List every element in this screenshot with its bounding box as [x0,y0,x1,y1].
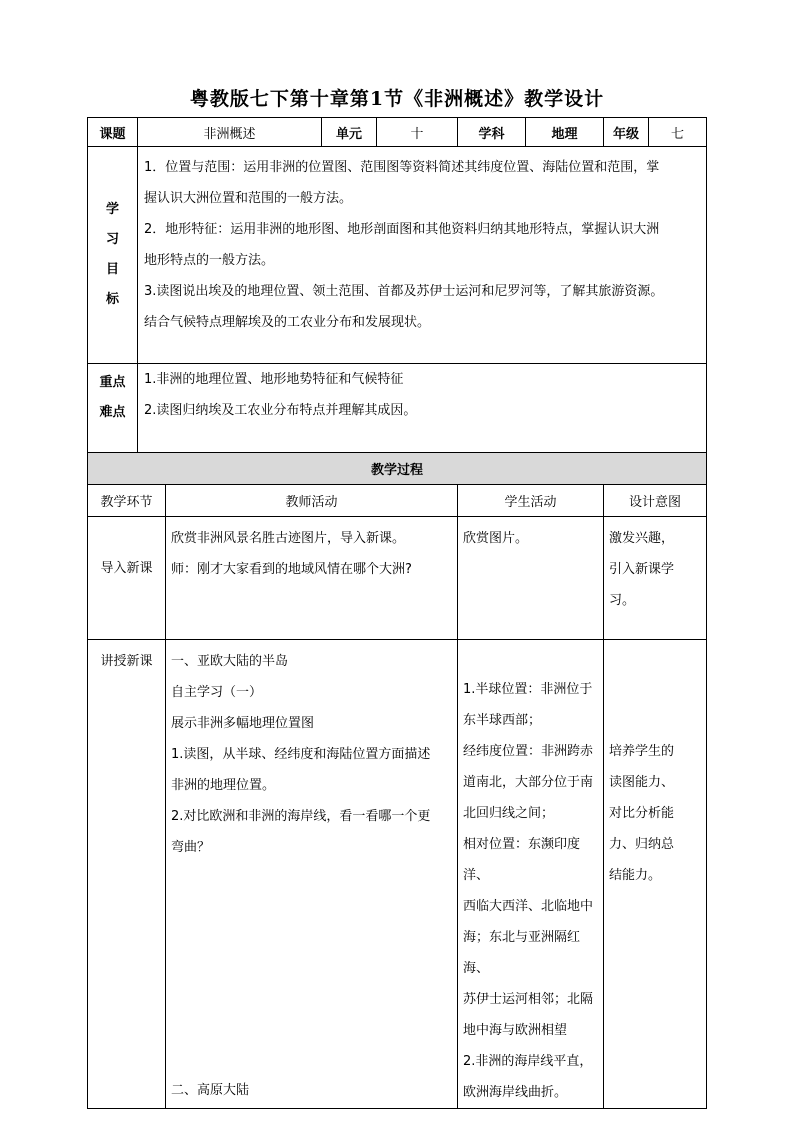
objective-line: 3.读图说出埃及的地理位置、领土范围、首都及苏伊士运河和尼罗河等，了解其旅游资源。 [144,284,664,299]
student-line: 地中海与欧洲相望 [463,1023,568,1038]
objectives-label-char: 习 [105,232,119,247]
key-point-line: 2.读图归纳埃及工农业分布特点并理解其成因。 [144,403,417,418]
objective-line: 地形特点的一般方法。 [144,253,275,268]
stage-cell: 讲授新课 [88,640,166,1109]
student-line: 2.非洲的海岸线平直， [463,1054,593,1069]
intent-line: 激发兴趣， [609,531,675,546]
objectives-label-char: 目 [105,262,119,277]
process-row-new-lesson [88,640,707,1109]
student-line: 1.半球位置：非洲位于 [463,682,593,697]
intent-line: 对比分析能 [609,806,675,821]
intent-line: 培养学生的 [609,744,675,759]
student-line: 苏伊士运河相邻；北隔 [463,992,594,1007]
intent-cell [604,517,707,640]
key-points-label [88,364,138,453]
student-line: 欧洲海岸线曲折。 [463,1085,568,1100]
teacher-line-section-two: 二、高原大陆 [171,1083,250,1098]
objectives-label [88,147,138,364]
grade-value: 七 [649,118,707,147]
student-line: 相对位置：东濒印度洋、 [463,837,581,883]
process-title: 教学过程 [88,453,707,485]
student-line: 海；东北与亚洲隔红海、 [463,930,581,976]
objectives-label-char: 学 [105,202,119,217]
intent-line: 习。 [609,593,636,608]
column-header-intent: 设计意图 [604,485,707,517]
student-line: 北回归线之间； [463,806,555,821]
key-points-content [138,364,707,453]
student-line: 道南北，大部分位于南 [463,775,594,790]
teacher-cell [166,640,458,1109]
objective-line: 1．位置与范围：运用非洲的位置图、范围图等资料简述其纬度位置、海陆位置和范围，掌 [144,160,660,175]
teacher-line: 2.对比欧洲和非洲的海岸线，看一看哪一个更 [171,809,431,824]
column-header-stage: 教学环节 [88,485,166,517]
objective-line: 结合气候特点理解埃及的工农业分布和发展现状。 [144,315,431,330]
topic-value: 非洲概述 [138,118,322,147]
objectives-content [138,147,707,364]
student-line: 东半球西部； [463,713,542,728]
topic-label: 课题 [88,118,138,147]
teacher-line: 师：刚才大家看到的地域风情在哪个大洲? [171,562,412,577]
student-cell [458,517,604,640]
teacher-line: 自主学习（一） [171,685,263,700]
column-header-teacher: 教师活动 [166,485,458,517]
teacher-line: 展示非洲多幅地理位置图 [171,716,315,731]
intent-cell [604,640,707,1109]
objective-line: 2．地形特征：运用非洲的地形图、地形剖面图和其他资料归纳其地形特点，掌握认识大洲 [144,222,660,237]
key-point-line: 1.非洲的地理位置、地形地势特征和气候特征 [144,372,404,387]
unit-label: 单元 [322,118,377,147]
teacher-cell [166,517,458,640]
intent-line: 引入新课学 [609,562,675,577]
teacher-line: 非洲的地理位置。 [171,778,276,793]
objectives-label-char: 标 [105,292,119,307]
stage-cell: 导入新课 [88,517,166,640]
intent-line: 力、归纳总 [609,837,675,852]
process-row-intro [88,517,707,640]
intent-line: 读图能力、 [609,775,675,790]
objectives-row [88,147,707,364]
intent-line: 结能力。 [609,868,662,883]
key-points-label-line: 重点 [99,375,126,390]
student-line: 经纬度位置：非洲跨赤 [463,744,594,759]
process-title-row [88,453,707,485]
subject-value: 地理 [526,118,604,147]
teacher-line: 一、亚欧大陆的半岛 [171,654,289,669]
student-line: 欣赏图片。 [463,531,529,546]
key-points-label-line: 难点 [99,405,126,420]
process-column-headers [88,485,707,517]
subject-label: 学科 [458,118,526,147]
page-title: 粤教版七下第十章第1节《非洲概述》教学设计 [189,88,605,110]
header-row [88,118,707,147]
grade-label: 年级 [604,118,649,147]
teacher-line: 欣赏非洲风景名胜古迹图片，导入新课。 [171,531,406,546]
student-line: 西临大西洋、北临地中 [463,899,594,914]
lesson-plan-table [87,117,707,1109]
objective-line: 握认识大洲位置和范围的一般方法。 [144,191,353,206]
column-header-student: 学生活动 [458,485,604,517]
teacher-line: 弯曲？ [171,840,211,855]
teacher-line: 1.读图，从半球、经纬度和海陆位置方面描述 [171,747,431,762]
unit-value: 十 [377,118,458,147]
student-cell [458,640,604,1109]
key-points-row [88,364,707,453]
